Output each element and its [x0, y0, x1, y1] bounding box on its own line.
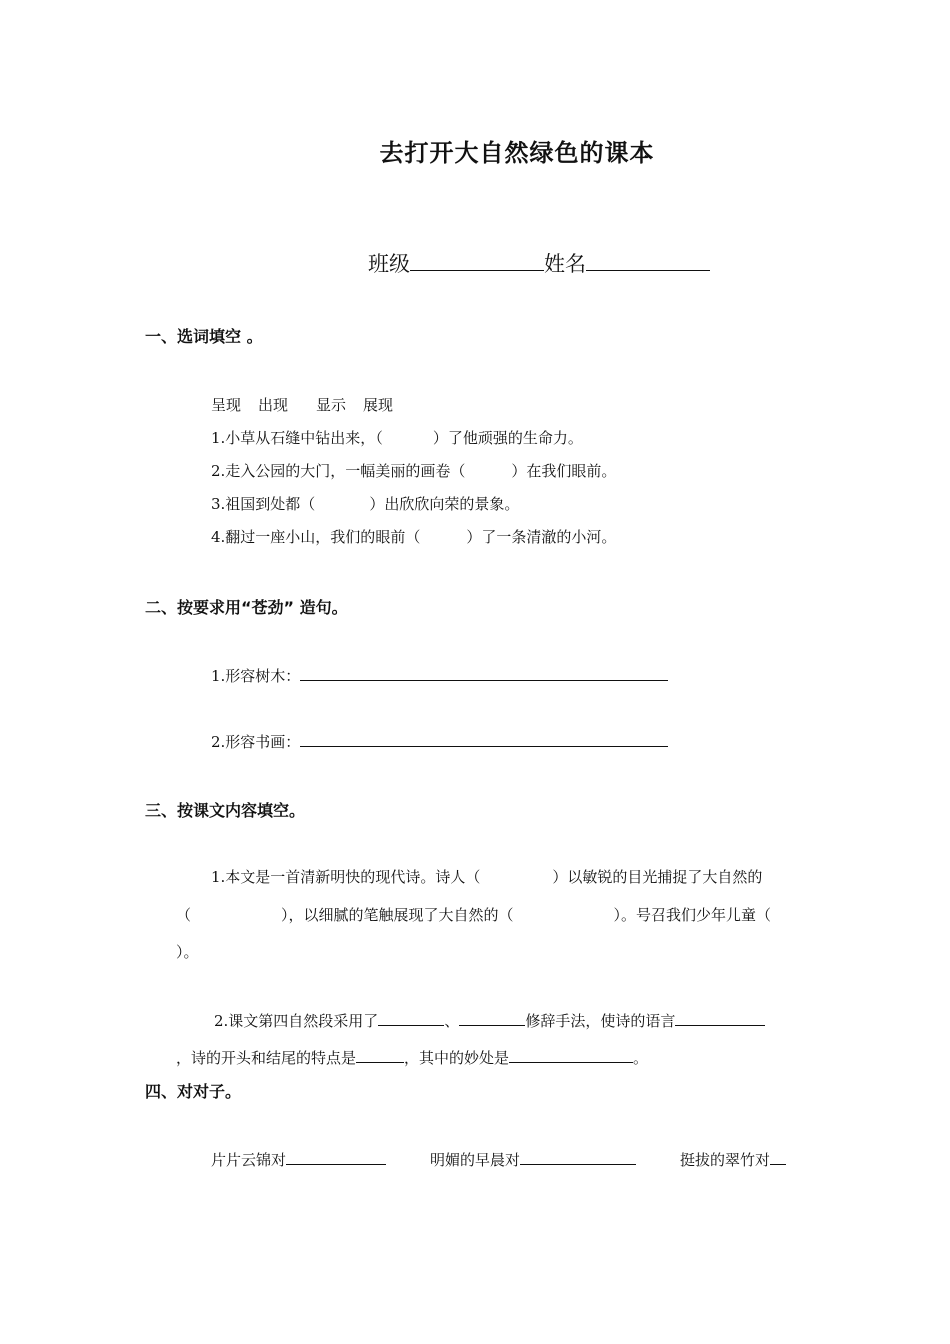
page-title: 去打开大自然绿色的课本: [379, 139, 655, 167]
word-bank: [211, 394, 393, 415]
s2-q1-label: 1.形容树木：: [211, 667, 301, 685]
couplet-label: 挺拔的翠竹对: [680, 1151, 771, 1169]
s3-text: ）。号召我们少年儿童（: [613, 906, 772, 924]
word-bank-item: 显示: [316, 396, 347, 414]
section-3-heading: 三、按课文内容填空。: [145, 801, 306, 820]
s3-p2-line-2: [176, 1046, 648, 1068]
s3-text: 修辞手法，使诗的语言: [525, 1012, 676, 1030]
s3-text: 2.课文第四自然段采用了: [214, 1012, 379, 1030]
couplet-blank[interactable]: [770, 1148, 786, 1165]
s1-question-1: [211, 427, 583, 448]
s3-text: ），以细腻的笔触展现了大自然的（: [281, 906, 514, 924]
s3-text: 1.本文是一首清新明快的现代诗。诗人（: [211, 868, 481, 886]
rhetoric-blank-1[interactable]: [378, 1009, 444, 1026]
s1-question-3: [211, 493, 519, 514]
name-field[interactable]: [586, 248, 710, 271]
q4-text-end: ）了一条清澈的小河。: [466, 528, 617, 546]
s3-text: ，其中的妙处是: [404, 1049, 510, 1067]
s2-q2-label: 2.形容书画：: [211, 733, 301, 751]
couplet-label: 片片云锦对: [211, 1151, 287, 1169]
word-bank-item: 呈现: [211, 396, 242, 414]
word-bank-item: 展现: [363, 396, 394, 414]
q3-text-end: ）出欣欣向荣的景象。: [369, 495, 520, 513]
word-bank-item: 出现: [258, 396, 289, 414]
section-2-heading: 二、按要求用“苍劲” 造句。: [145, 598, 348, 617]
language-blank[interactable]: [675, 1009, 765, 1026]
couplet-item-3: [680, 1148, 786, 1170]
s2-question-1: [211, 664, 668, 686]
s3-text: 、: [444, 1012, 460, 1030]
class-label: 班级: [368, 252, 410, 276]
q3-text: 3.祖国到处都（: [211, 495, 316, 513]
rhetoric-blank-2[interactable]: [459, 1009, 525, 1026]
s3-p1-line-2: [176, 904, 771, 925]
name-label: 姓名: [544, 252, 586, 276]
s3-p2-line-1: [214, 1009, 765, 1031]
s3-p1-line-1: [211, 866, 762, 887]
couplet-item-1: [211, 1148, 386, 1170]
s1-question-2: [211, 460, 616, 481]
s3-p1-line-3: [176, 941, 199, 962]
q2-text-end: ）在我们眼前。: [511, 462, 617, 480]
couplet-blank[interactable]: [520, 1148, 636, 1165]
class-field[interactable]: [410, 248, 544, 271]
s3-text: ）以敏锐的目光捕捉了大自然的: [552, 868, 763, 886]
couplet-blank[interactable]: [286, 1148, 386, 1165]
s1-question-4: [211, 526, 616, 547]
q2-text: 2.走入公园的大门，一幅美丽的画卷（: [211, 462, 466, 480]
section-1-heading: 一、选词填空 。: [145, 327, 263, 346]
couplet-label: 明媚的早晨对: [430, 1151, 521, 1169]
couplet-item-2: [430, 1148, 636, 1170]
q4-text: 4.翻过一座小山，我们的眼前（: [211, 528, 421, 546]
feature-blank[interactable]: [356, 1046, 404, 1063]
s3-text: 。: [633, 1049, 649, 1067]
q1-text: 1.小草从石缝中钻出来，（: [211, 429, 383, 447]
class-name-line: [368, 248, 710, 278]
s2-q2-answer-line[interactable]: [300, 730, 668, 747]
s3-text: （: [176, 906, 192, 924]
s2-q1-answer-line[interactable]: [300, 664, 668, 681]
s2-question-2: [211, 730, 668, 752]
q1-text-end: ）了他顽强的生命力。: [432, 429, 583, 447]
s3-text: ，诗的开头和结尾的特点是: [176, 1049, 357, 1067]
s3-text: ）。: [176, 943, 199, 961]
section-4-heading: 四、对对子。: [145, 1082, 242, 1101]
wonder-blank[interactable]: [509, 1046, 633, 1063]
